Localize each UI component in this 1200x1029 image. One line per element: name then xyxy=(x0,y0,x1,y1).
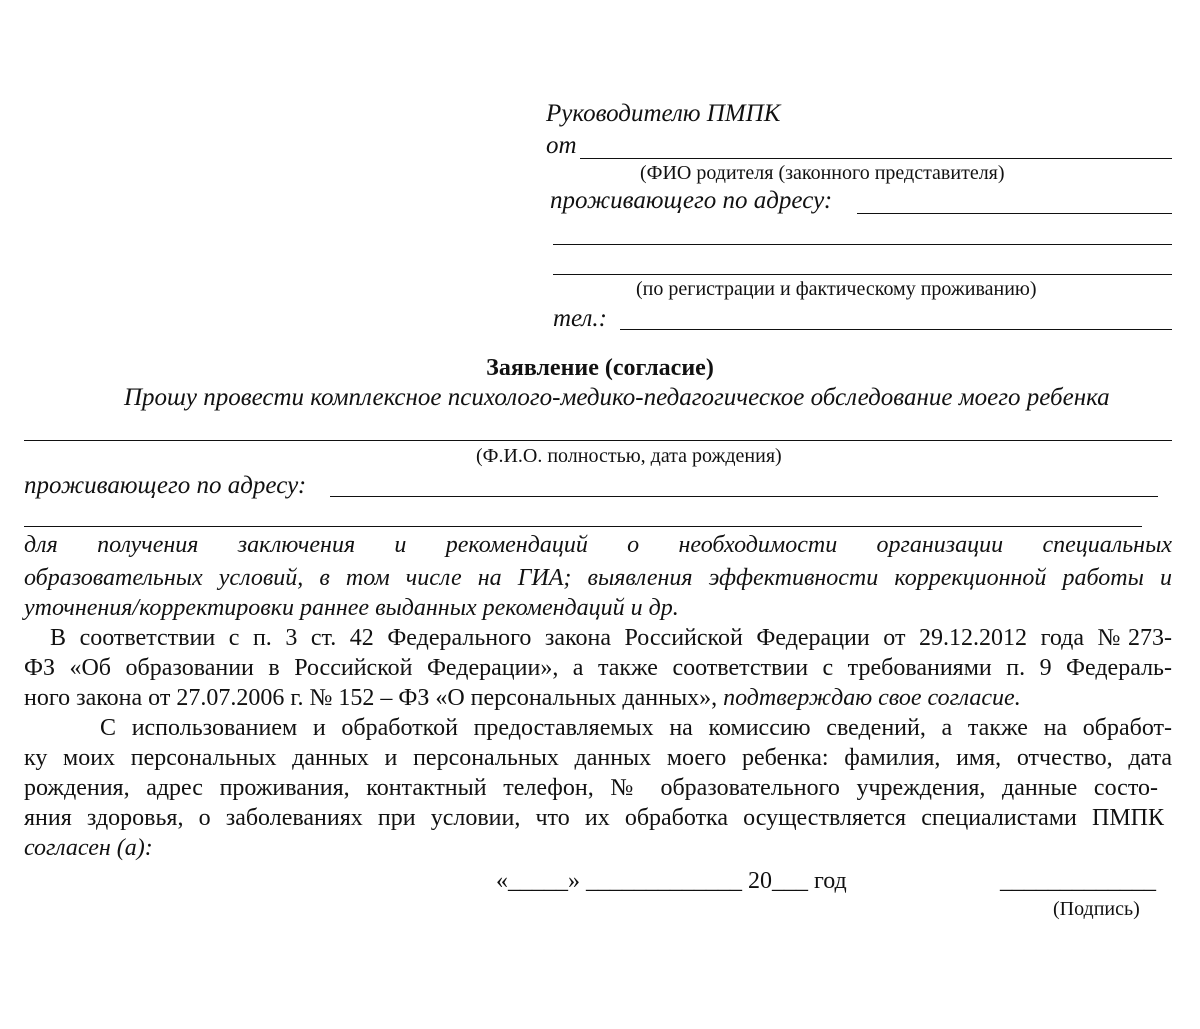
from-hint: (ФИО родителя (законного представителя) xyxy=(640,162,1005,184)
law-line-2: ФЗ «Об образовании в Российской Федерации», а также соответствии с требованиями п. 9 Федераль- xyxy=(24,655,1172,681)
child-hint: (Ф.И.О. полностью, дата рождения) xyxy=(476,445,782,467)
phone-label: тел.: xyxy=(553,305,608,332)
page-title: Заявление (согласие) xyxy=(486,355,714,381)
purpose-line-2: образовательных условий, в том числе на ГИА; выявления эффективности коррекционной работы и xyxy=(24,565,1172,591)
signature-hint: (Подпись) xyxy=(1053,898,1140,920)
signature-blank[interactable]: _____________ xyxy=(1000,868,1156,894)
law-line-3-consent: подтверждаю свое согласие. xyxy=(723,685,1021,711)
child-address-blank-line-2[interactable] xyxy=(24,526,1142,527)
consent-line-4: яния здоровья, о заболеваниях при условии, что их обработка осуществляется специалистами ПМПК xyxy=(24,805,1164,831)
law-line-1: В соответствии с п. 3 ст. 42 Федерального закона Российской Федерации от 29.12.2012 года №273- xyxy=(50,625,1172,651)
date-line[interactable]: «_____» _____________ 20___ год xyxy=(496,868,847,894)
child-name-blank-line[interactable] xyxy=(24,440,1172,441)
address-label: проживающего по адресу: xyxy=(550,187,833,214)
addressee: Руководителю ПМПК xyxy=(546,100,781,127)
consent-line-2: ку моих персональных данных и персональных данных моего ребенка: фамилия, имя, отчество, дата xyxy=(24,745,1172,771)
consent-line-1: С использованием и обработкой предоставляемых на комиссию сведений, а также на обработ- xyxy=(100,715,1172,741)
purpose-line-3: уточнения/корректировки раннее выданных рекомендаций и др. xyxy=(24,595,679,621)
consent-line-5: согласен (а): xyxy=(24,835,153,861)
address-blank-line-2[interactable] xyxy=(553,244,1172,245)
consent-line-3: рождения, адрес проживания, контактный телефон, № образовательного учреждения, данные состо- xyxy=(24,775,1158,801)
address-blank-line-1[interactable] xyxy=(857,213,1172,214)
from-label: от xyxy=(546,132,577,159)
purpose-line-1: для получения заключения и рекомендаций о необходимости организации специальных xyxy=(24,532,1172,558)
law-line-3-text: ного закона от 27.07.2006 г. № 152 – ФЗ «О персональных данных», xyxy=(24,685,718,711)
request-text: Прошу провести комплексное психолого-медико-педагогическое обследование моего ребенка xyxy=(124,384,1110,411)
child-address-label: проживающего по адресу: xyxy=(24,472,307,499)
from-blank-line[interactable] xyxy=(580,158,1172,159)
law-line-3 xyxy=(24,683,1021,713)
phone-blank-line[interactable] xyxy=(620,329,1172,330)
address-hint: (по регистрации и фактическому проживанию) xyxy=(636,278,1037,300)
child-address-blank-line-1[interactable] xyxy=(330,496,1158,497)
address-blank-line-3[interactable] xyxy=(553,274,1172,275)
